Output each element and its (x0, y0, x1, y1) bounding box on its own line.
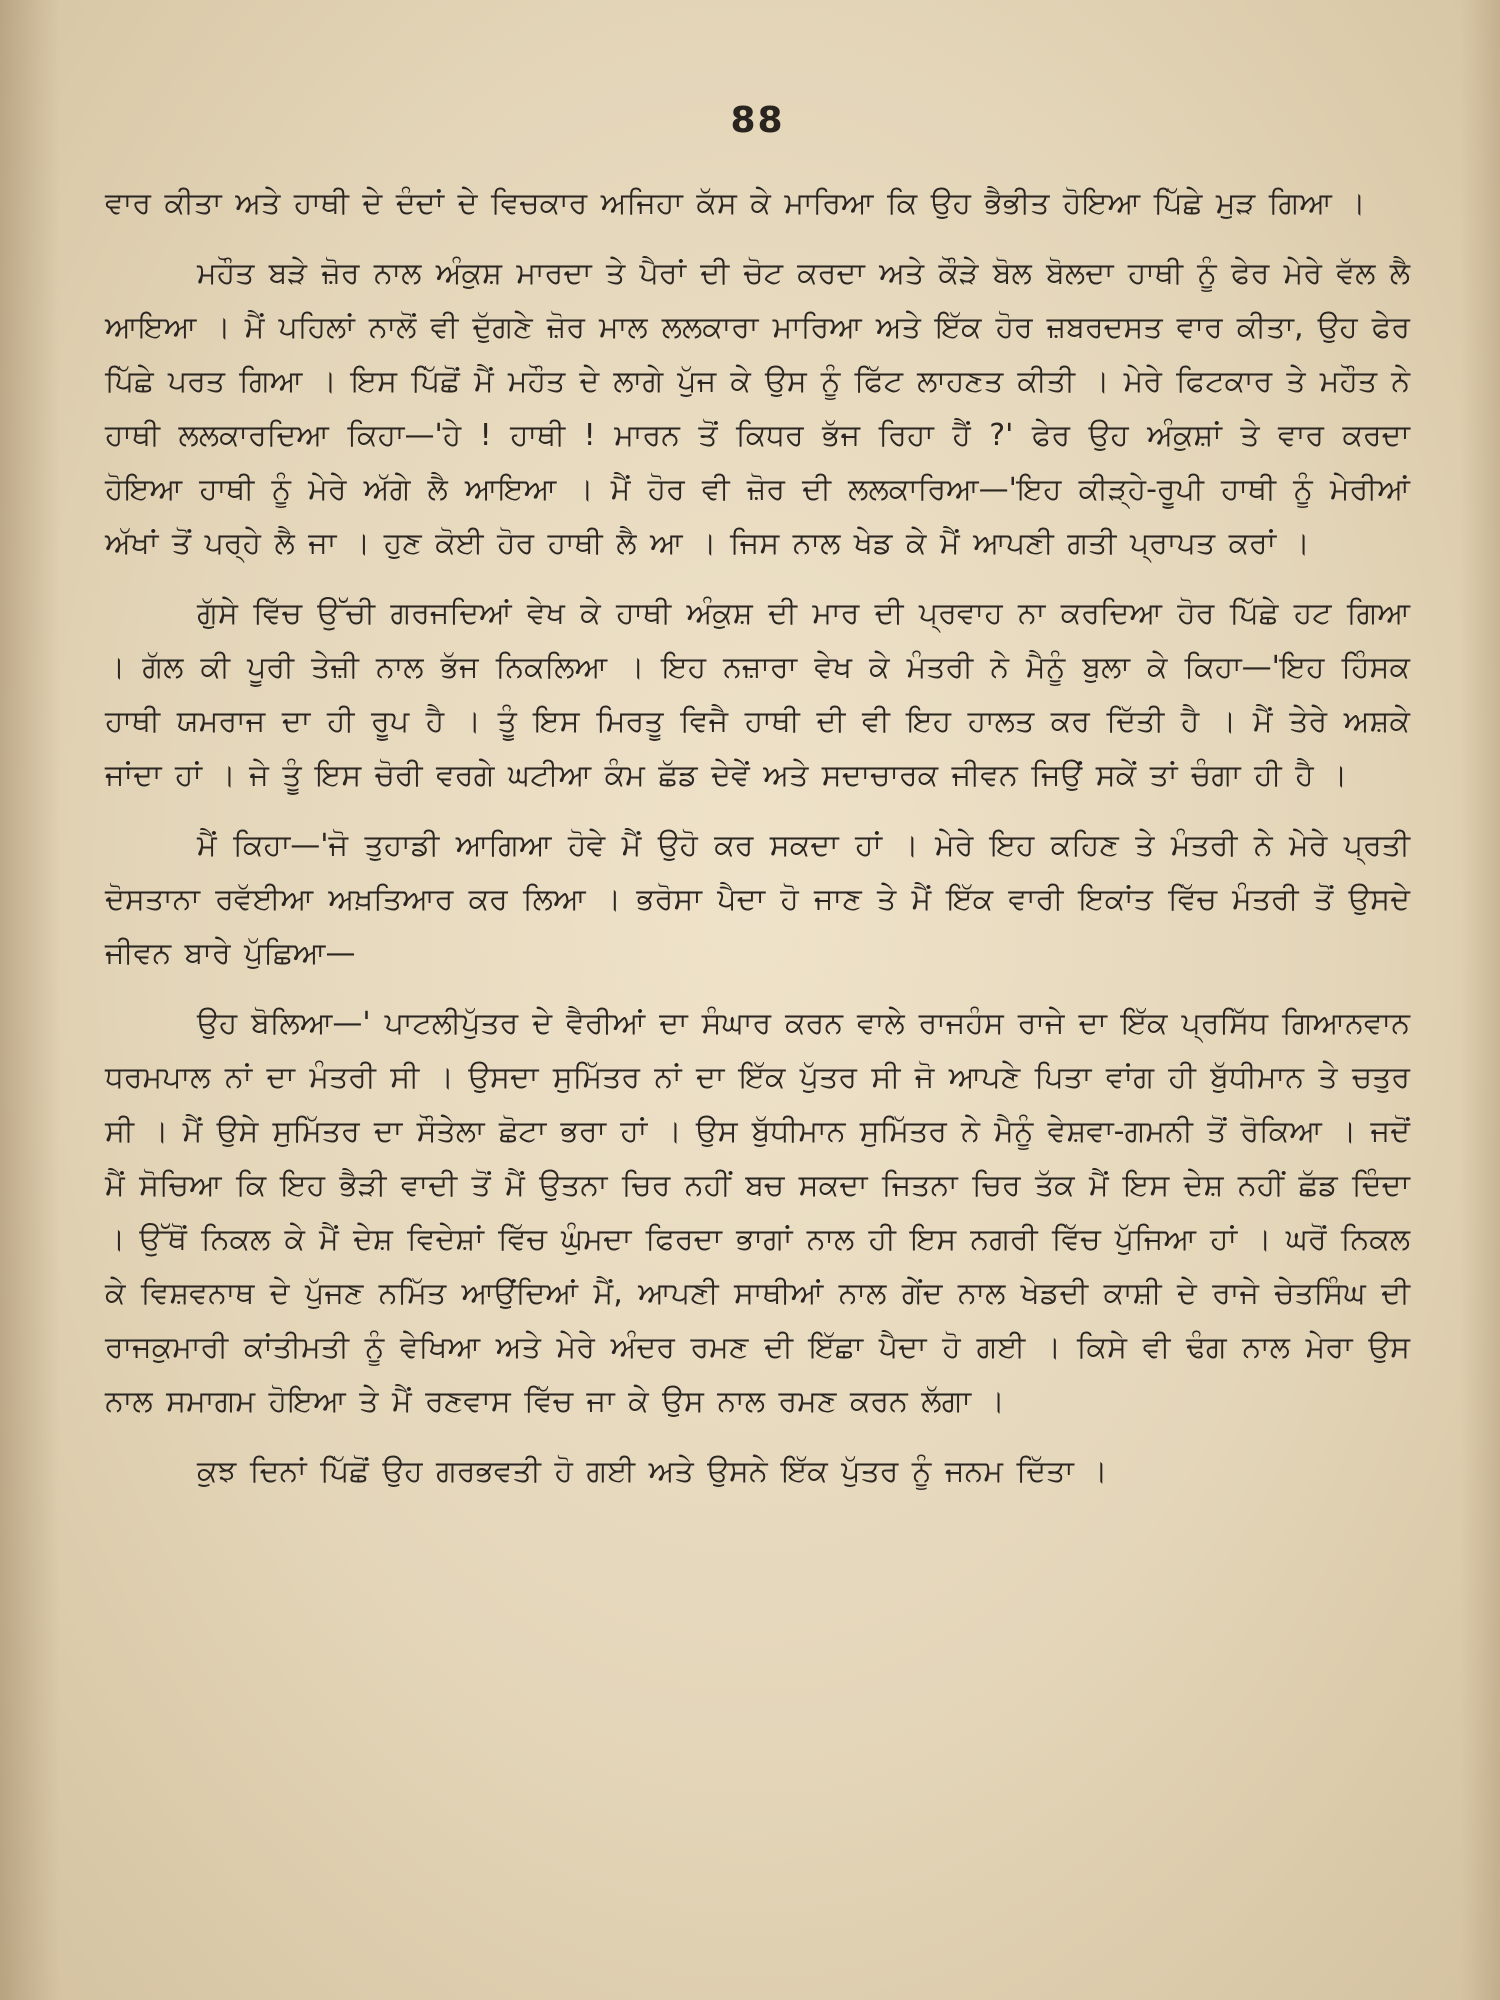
paragraph-minister-story: ਉਹ ਬੋਲਿਆ—' ਪਾਟਲੀਪੁੱਤਰ ਦੇ ਵੈਰੀਆਂ ਦਾ ਸੰਘਾਰ ਕਰਨ ਵਾਲੇ ਰਾਜਹੰਸ ਰਾਜੇ ਦਾ ਇੱਕ ਪ੍ਰਸਿੱਧ ਗਿਆਨਵਾਨ ਧਰਮਪਾਲ ਨਾਂ ਦਾ ਮੰਤਰੀ ਸੀ । ਉਸਦਾ ਸੁਮਿੱਤਰ ਨਾਂ ਦਾ ਇੱਕ ਪੁੱਤਰ ਸੀ ਜੋ ਆਪਣੇ ਪਿਤਾ ਵਾਂਗ ਹੀ ਬੁੱਧੀਮਾਨ ਤੇ ਚਤੁਰ ਸੀ । ਮੈਂ ਉਸੇ ਸੁਮਿੱਤਰ ਦਾ ਸੌਤੇਲਾ ਛੋਟਾ ਭਰਾ ਹਾਂ । ਉਸ ਬੁੱਧੀਮਾਨ ਸੁਮਿੱਤਰ ਨੇ ਮੈਨੂੰ ਵੇਸ਼ਵਾ-ਗਮਨੀ ਤੋਂ ਰੋਕਿਆ । ਜਦੋਂ ਮੈਂ ਸੋਚਿਆ ਕਿ ਇਹ ਭੈੜੀ ਵਾਦੀ ਤੋਂ ਮੈਂ ਉਤਨਾ ਚਿਰ ਨਹੀਂ ਬਚ ਸਕਦਾ ਜਿਤਨਾ ਚਿਰ ਤੱਕ ਮੈਂ ਇਸ ਦੇਸ਼ ਨਹੀਂ ਛੱਡ ਦਿੰਦਾ । ਉੱਥੋਂ ਨਿਕਲ ਕੇ ਮੈਂ ਦੇਸ਼ ਵਿਦੇਸ਼ਾਂ ਵਿੱਚ ਘੁੰਮਦਾ ਫਿਰਦਾ ਭਾਗਾਂ ਨਾਲ ਹੀ ਇਸ ਨਗਰੀ ਵਿੱਚ ਪੁੱਜਿਆ ਹਾਂ । ਘਰੋਂ ਨਿਕਲ ਕੇ ਵਿਸ਼ਵਨਾਥ ਦੇ ਪੁੱਜਣ ਨਮਿੱਤ ਆਉਂਦਿਆਂ ਮੈਂ, ਆਪਣੀ ਸਾਥੀਆਂ ਨਾਲ ਗੇਂਦ ਨਾਲ ਖੇਡਦੀ ਕਾਸ਼ੀ ਦੇ ਰਾਜੇ ਚੇਤਸਿੰਘ ਦੀ ਰਾਜਕੁਮਾਰੀ ਕਾਂਤੀਮਤੀ ਨੂੰ ਵੇਖਿਆ ਅਤੇ ਮੇਰੇ ਅੰਦਰ ਰਮਣ ਦੀ ਇੱਛਾ ਪੈਦਾ ਹੋ ਗਈ । ਕਿਸੇ ਵੀ ਢੰਗ ਨਾਲ ਮੇਰਾ ਉਸ ਨਾਲ ਸਮਾਗਮ ਹੋਇਆ ਤੇ ਮੈਂ ਰਣਵਾਸ ਵਿੱਚ ਜਾ ਕੇ ਉਸ ਨਾਲ ਰਮਣ ਕਰਨ ਲੱਗਾ । (105, 1006, 1410, 1419)
paragraph-continuation: ਵਾਰ ਕੀਤਾ ਅਤੇ ਹਾਥੀ ਦੇ ਦੰਦਾਂ ਦੇ ਵਿਚਕਾਰ ਅਜਿਹਾ ਕੱਸ ਕੇ ਮਾਰਿਆ ਕਿ ਉਹ ਭੈਭੀਤ ਹੋਇਆ ਪਿੱਛੇ ਮੁੜ ਗਿਆ । (105, 186, 1366, 221)
page-number: 88 (730, 100, 785, 141)
paragraph-elephant-flees: ਗੁੱਸੇ ਵਿੱਚ ਉੱਚੀ ਗਰਜਦਿਆਂ ਵੇਖ ਕੇ ਹਾਥੀ ਅੰਕੁਸ਼ ਦੀ ਮਾਰ ਦੀ ਪ੍ਰਵਾਹ ਨਾ ਕਰਦਿਆ ਹੋਰ ਪਿੱਛੇ ਹਟ ਗਿਆ । ਗੱਲ ਕੀ ਪੂਰੀ ਤੇਜ਼ੀ ਨਾਲ ਭੱਜ ਨਿਕਲਿਆ । ਇਹ ਨਜ਼ਾਰਾ ਵੇਖ ਕੇ ਮੰਤਰੀ ਨੇ ਮੈਨੂੰ ਬੁਲਾ ਕੇ ਕਿਹਾ—'ਇਹ ਹਿੰਸਕ ਹਾਥੀ ਯਮਰਾਜ ਦਾ ਹੀ ਰੂਪ ਹੈ । ਤੂੰ ਇਸ ਮਿਰਤੂ ਵਿਜੈ ਹਾਥੀ ਦੀ ਵੀ ਇਹ ਹਾਲਤ ਕਰ ਦਿੱਤੀ ਹੈ । ਮੈਂ ਤੇਰੇ ਅਸ਼ਕੇ ਜਾਂਦਾ ਹਾਂ । ਜੇ ਤੂੰ ਇਸ ਚੋਰੀ ਵਰਗੇ ਘਟੀਆ ਕੰਮ ਛੱਡ ਦੇਵੇਂ ਅਤੇ ਸਦਾਚਾਰਕ ਜੀਵਨ ਜਿਉਂ ਸਕੇਂ ਤਾਂ ਚੰਗਾ ਹੀ ਹੈ । (105, 596, 1410, 793)
paragraph-minister-friendship: ਮੈਂ ਕਿਹਾ—'ਜੋ ਤੁਹਾਡੀ ਆਗਿਆ ਹੋਵੇ ਮੈਂ ਉਹੋ ਕਰ ਸਕਦਾ ਹਾਂ । ਮੇਰੇ ਇਹ ਕਹਿਣ ਤੇ ਮੰਤਰੀ ਨੇ ਮੇਰੇ ਪ੍ਰਤੀ ਦੋਸਤਾਨਾ ਰਵੱਈਆ ਅਖ਼ਤਿਆਰ ਕਰ ਲਿਆ । ਭਰੋਸਾ ਪੈਦਾ ਹੋ ਜਾਣ ਤੇ ਮੈਂ ਇੱਕ ਵਾਰੀ ਇਕਾਂਤ ਵਿੱਚ ਮੰਤਰੀ ਤੋਂ ਉਸਦੇ ਜੀਵਨ ਬਾਰੇ ਪੁੱਛਿਆ— (105, 828, 1410, 971)
paragraph-mahout-attack: ਮਹੌਤ ਬੜੇ ਜ਼ੋਰ ਨਾਲ ਅੰਕੁਸ਼ ਮਾਰਦਾ ਤੇ ਪੈਰਾਂ ਦੀ ਚੋਟ ਕਰਦਾ ਅਤੇ ਕੌੜੇ ਬੋਲ ਬੋਲਦਾ ਹਾਥੀ ਨੂੰ ਫੇਰ ਮੇਰੇ ਵੱਲ ਲੈ ਆਇਆ । ਮੈਂ ਪਹਿਲਾਂ ਨਾਲੋਂ ਵੀ ਦੁੱਗਣੇ ਜ਼ੋਰ ਮਾਲ ਲਲਕਾਰਾ ਮਾਰਿਆ ਅਤੇ ਇੱਕ ਹੋਰ ਜ਼ਬਰਦਸਤ ਵਾਰ ਕੀਤਾ, ਉਹ ਫੇਰ ਪਿੱਛੇ ਪਰਤ ਗਿਆ । ਇਸ ਪਿੱਛੋਂ ਮੈਂ ਮਹੌਤ ਦੇ ਲਾਗੇ ਪੁੱਜ ਕੇ ਉਸ ਨੂੰ ਫਿੱਟ ਲਾਹਣਤ ਕੀਤੀ । ਮੇਰੇ ਫਿਟਕਾਰ ਤੇ ਮਹੌਤ ਨੇ ਹਾਥੀ ਲਲਕਾਰਦਿਆ ਕਿਹਾ—'ਹੇ ! ਹਾਥੀ ! ਮਾਰਨ ਤੋਂ ਕਿਧਰ ਭੱਜ ਰਿਹਾ ਹੈਂ ?' ਫੇਰ ਉਹ ਅੰਕੁਸ਼ਾਂ ਤੇ ਵਾਰ ਕਰਦਾ ਹੋਇਆ ਹਾਥੀ ਨੂੰ ਮੇਰੇ ਅੱਗੇ ਲੈ ਆਇਆ । ਮੈਂ ਹੋਰ ਵੀ ਜ਼ੋਰ ਦੀ ਲਲਕਾਰਿਆ—'ਇਹ ਕੀੜ੍ਹੇ-ਰੂਪੀ ਹਾਥੀ ਨੂੰ ਮੇਰੀਆਂ ਅੱਖਾਂ ਤੋਂ ਪਰ੍ਹੇ ਲੈ ਜਾ । ਹੁਣ ਕੋਈ ਹੋਰ ਹਾਥੀ ਲੈ ਆ । ਜਿਸ ਨਾਲ ਖੇਡ ਕੇ ਮੈਂ ਆਪਣੀ ਗਤੀ ਪ੍ਰਾਪਤ ਕਰਾਂ । (105, 256, 1410, 561)
paragraph-son-born: ਕੁਝ ਦਿਨਾਂ ਪਿੱਛੋਂ ਉਹ ਗਰਭਵਤੀ ਹੋ ਗਈ ਅਤੇ ਉਸਨੇ ਇੱਕ ਪੁੱਤਰ ਨੂੰ ਜਨਮ ਦਿੱਤਾ । (197, 1454, 1108, 1489)
